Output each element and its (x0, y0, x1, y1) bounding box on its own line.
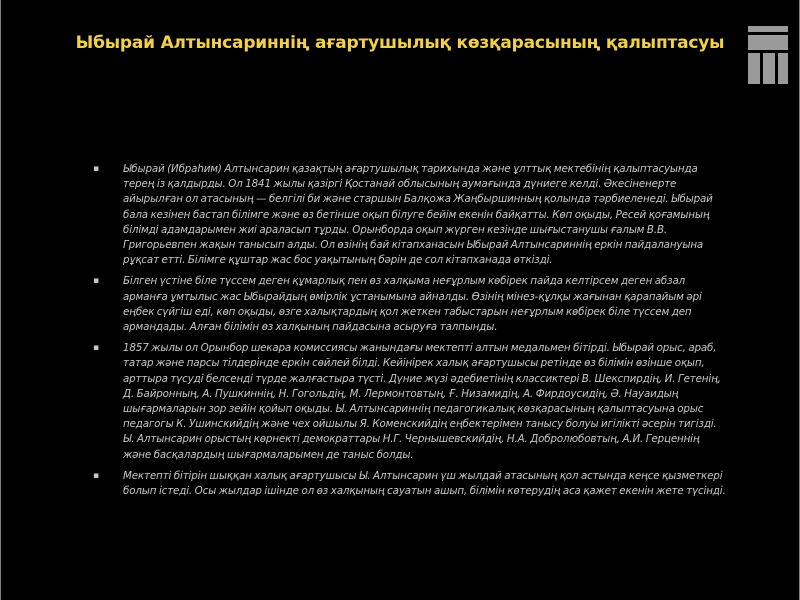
slide (1, 0, 799, 600)
paragraph-text: Ыбырай (Ибраһим) Алтынсарин қазақтың ағартушылық тарихында және ұлттық мектебінің қалыптасуында терең із қалдырды. Ол 1841 жылы қазіргі Қостанай облысының аумағында дүниеге келді. Әкесіненерте айырылған ол атасының — белгілі би және старшын Балқожа Жаңбыршинның қолында тәрбиеленеді. Ыбырай бала кезінен бастап білімге және өз бетінше оқып білуге бейім екенін байқатты. Көп оқыды, Ресей қоғамының білімді адамдарымен жиі араласып тұрды. Орынборда оқып жүрген кезінде шығыстанушы ғалым В.В. Григорьевпен жақын танысып алды. Ол өзінің бай кітапханасын Ыбырай Алтынсариннің еркін пайдалануына рұқсат етті. Білімге құштар жас бос уақытының бәрін де сол кітапханада өткізді. (123, 163, 713, 267)
bullet-icon: ▪ (93, 276, 99, 287)
decorative-grid-icon (744, 22, 792, 88)
paragraph-text: Мектепті бітірін шыққан халық ағартушысы Ы. Алтынсарин үш жылдай атасының қол астында кеңсе қызметкері болып істеді. Осы жылдар ішінде ол өз халқының сауатын ашып, білімін көтерудің аса қажет екенін жете түсінді. (123, 469, 726, 498)
bullet-icon: ▪ (93, 470, 99, 481)
paragraph-item (91, 274, 727, 335)
paragraph-text: Білген үстіне біле түссем деген құмарлық пен өз халқыма неғұрлым көбірек пайда келтірсем деген абзал арманға ұмтылыс жас Ыбырайдың өмірлік ұстанымына айналды. Өзінің мінез-құлқы жағынан қарапайым әрі еңбек сүйгіш еді, көп оқыды, өзге халықтардың қол жеткен табыстарын неғұрлым көбірек біле түссем деп армандады. Алған білімін өз халқының пайдасына асыруға талпынды. (123, 275, 702, 334)
paragraph-list (91, 162, 727, 505)
slide-title: Ыбырай Алтынсариннің ағартушылық көзқарасының қалыптасуы (75, 33, 725, 53)
paragraph-item (91, 469, 727, 499)
paragraph-text: 1857 жылы ол Орынбор шекара комиссиясы жанындағы мектепті алтын медальмен бітірді. Ыбырай орыс, араб, татар және парсы тілдерінде еркін сөйлей білді. Кейінірек халық ағартушысы ретінде өз білімін өзінше оқып, арттыра түсуді белсенді түрде жалғастыра түсті. Дүние жүзі әдебиетінің классиктері В. Шекспирдің, И. Гетенің, Д. Байронның, А. Пушкиннің, Н. Гогольдің, М. Лермонтовтың, Ғ. Низамидің, А. Фирдоусидің, Ә. Науаидың шығармаларын зор зейін қойып оқыды. Ы. Алтынсариннің педагогикалық көзқарасының қалыптасуына орыс педагогы К. Ушинскийдің және чех ойшылы Я. Коменскийдің еңбектерімен танысу болуы игілікті әсерін тигізді. Ы. Алтынсарин орыстың көрнекті демократтары Н.Г. Чернышевскийдің, Н.А. Добролюбовтың, А.И. Герценнің және басқалардың шығармаларымен де таныс болды. (123, 342, 721, 461)
bullet-icon: ▪ (93, 343, 99, 354)
bullet-icon: ▪ (93, 164, 99, 174)
paragraph-item (91, 162, 727, 268)
paragraph-item (91, 341, 727, 463)
